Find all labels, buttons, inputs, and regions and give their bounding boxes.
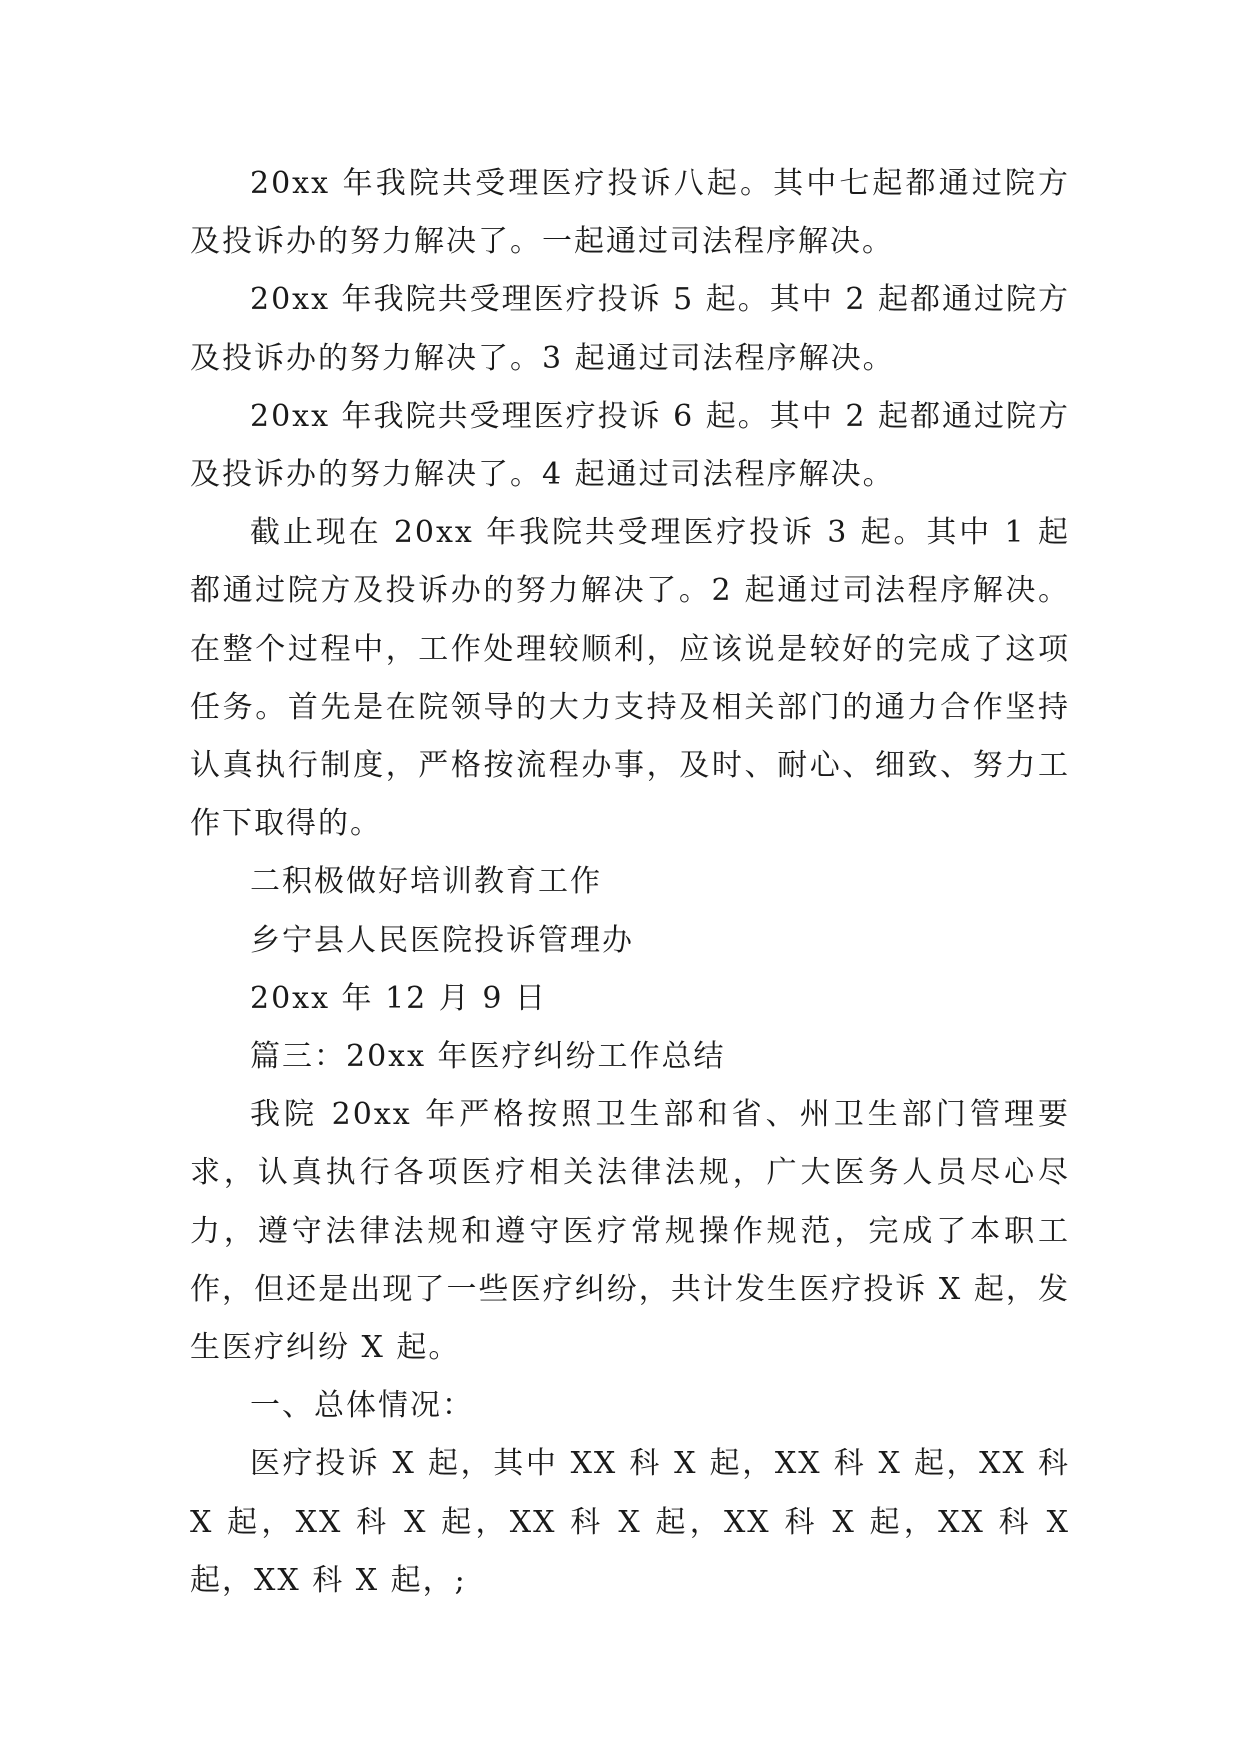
paragraph-complaints-year-1: 20xx 年我院共受理医疗投诉八起。其中七起都通过院方及投诉办的努力解决了。一起通过司法程序解决。 bbox=[190, 166, 1070, 260]
signature-office: 乡宁县人民医院投诉管理办 bbox=[250, 922, 634, 958]
paragraph-complaints-year-2: 20xx 年我院共受理医疗投诉 5 起。其中 2 起都通过院方及投诉办的努力解决了。3 起通过司法程序解决。 bbox=[190, 282, 1070, 376]
signature-date: 20xx 年 12 月 9 日 bbox=[250, 980, 547, 1016]
paragraph-summary-intro: 我院 20xx 年严格按照卫生部和省、州卫生部门管理要求，认真执行各项医疗相关法律法规，广大医务人员尽心尽力，遵守法律法规和遵守医疗常规操作规范，完成了本职工作，但还是出现了一些医疗纠纷，共计发生医疗投诉 X 起，发生医疗纠纷 X 起。 bbox=[190, 1097, 1070, 1366]
section-heading-overview: 一、总体情况： bbox=[250, 1388, 474, 1424]
chapter-title: 篇三：20xx 年医疗纠纷工作总结 bbox=[250, 1039, 726, 1075]
paragraph-complaints-current: 截止现在 20xx 年我院共受理医疗投诉 3 起。其中 1 起都通过院方及投诉办的努力解决了。2 起通过司法程序解决。在整个过程中，工作处理较顺利，应该说是较好的完成了这项任务。首先是在院领导的大力支持及相关部门的通力合作坚持认真执行制度，严格按流程办事，及时、耐心、细致、努力工作下取得的。 bbox=[190, 515, 1070, 842]
paragraph-complaints-year-3: 20xx 年我院共受理医疗投诉 6 起。其中 2 起都通过院方及投诉办的努力解决了。4 起通过司法程序解决。 bbox=[190, 398, 1070, 493]
section-heading-training: 二积极做好培训教育工作 bbox=[250, 864, 602, 900]
paragraph-complaint-breakdown: 医疗投诉 X 起，其中 XX 科 X 起，XX 科 X 起，XX 科 X 起，XX 科 X 起，XX 科 X 起，XX 科 X 起，XX 科 X 起，XX 科 X 起，; bbox=[190, 1446, 1070, 1598]
document-body bbox=[190, 155, 1070, 1610]
